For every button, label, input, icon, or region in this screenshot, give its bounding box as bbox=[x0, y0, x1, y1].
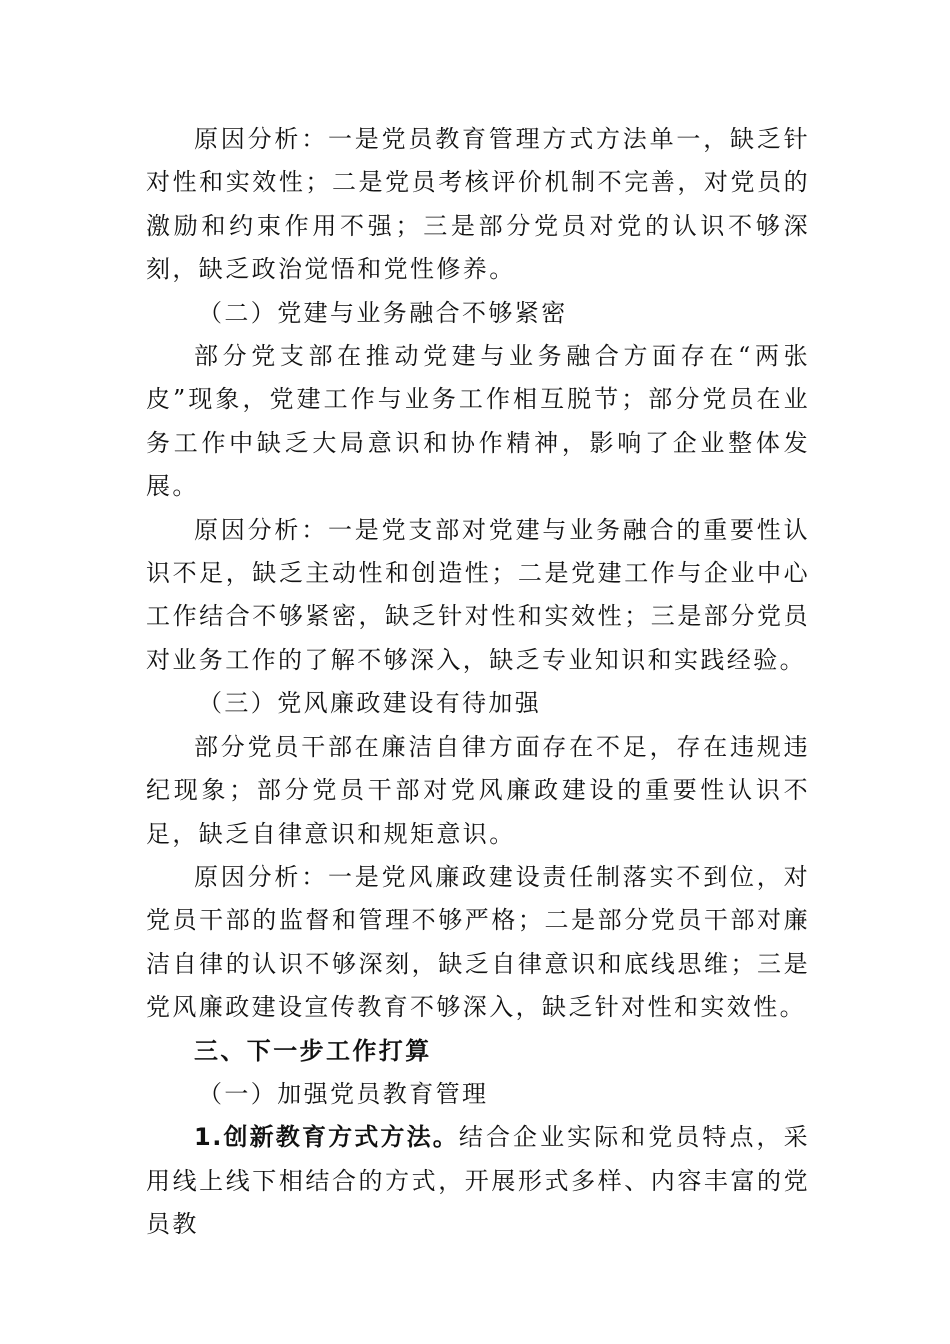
measure-lead: 1.创新教育方式方法。 bbox=[194, 1123, 459, 1152]
cause-analysis-paragraph-2: 原因分析：一是党支部对党建与业务融合的重要性认识不足，缺乏主动性和创造性；二是党建工作与企业中心工作结合不够紧密，缺乏针对性和实效性；三是部分党员对业务工作的了解不够深入，缺乏专业知识和实践经验。 bbox=[146, 515, 810, 674]
problem-paragraph-3: 部分党员干部在廉洁自律方面存在不足，存在违规违纪现象；部分党员干部对党风廉政建设的重要性认识不足，缺乏自律意识和规矩意识。 bbox=[146, 732, 810, 848]
problem-paragraph-2: 部分党支部在推动党建与业务融合方面存在“两张皮”现象，党建工作与业务工作相互脱节；部分党员在业务工作中缺乏大局意识和协作精神，影响了企业整体发展。 bbox=[146, 342, 810, 501]
section-heading-3: 三、下一步工作打算 bbox=[194, 1036, 432, 1065]
subheading-next-1: （一）加强党员教育管理 bbox=[198, 1079, 489, 1108]
document-page bbox=[146, 118, 810, 1247]
cause-analysis-paragraph-1: 原因分析：一是党员教育管理方式方法单一，缺乏针对性和实效性；二是党员考核评价机制不完善，对党员的激励和约束作用不强；三是部分党员对党的认识不够深刻，缺乏政治觉悟和党性修养。 bbox=[146, 125, 810, 284]
subheading-2: （二）党建与业务融合不够紧密 bbox=[198, 298, 568, 327]
measure-body: 结合企业实际和党员特点，采用线上线下相结合的方式，开展形式多样、内容丰富的党员教 bbox=[146, 1123, 810, 1239]
subheading-3: （三）党风廉政建设有待加强 bbox=[198, 689, 542, 718]
measure-paragraph-1 bbox=[146, 1116, 810, 1246]
cause-analysis-paragraph-3: 原因分析：一是党风廉政建设责任制落实不到位，对党员干部的监督和管理不够严格；二是部分党员干部对廉洁自律的认识不够深刻，缺乏自律意识和底线思维；三是党风廉政建设宣传教育不够深入，缺乏针对性和实效性。 bbox=[146, 862, 810, 1022]
